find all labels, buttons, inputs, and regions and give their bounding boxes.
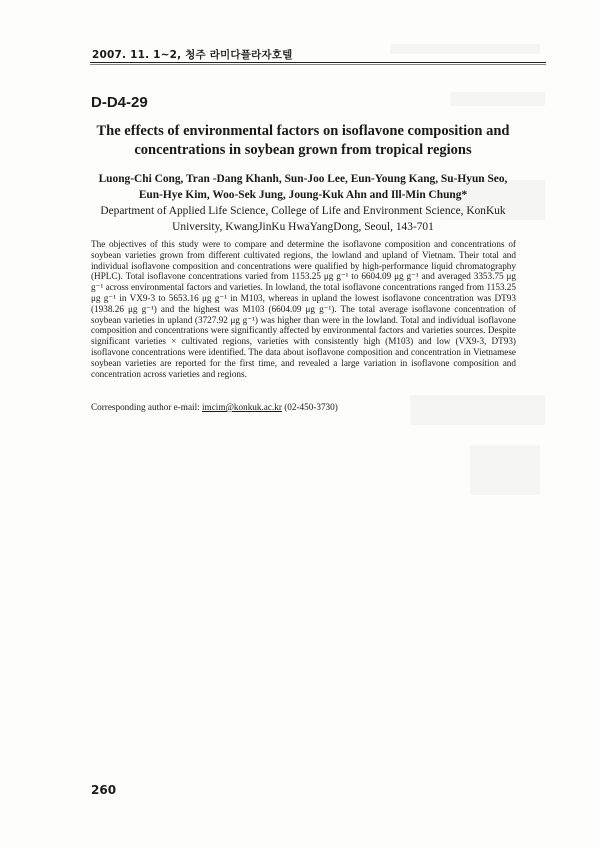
author-email-link[interactable]: imcim@konkuk.ac.kr <box>202 402 282 412</box>
paper-title: The effects of environmental factors on isoflavone composition and concentrations in soybean grown from tropical regions <box>96 123 510 158</box>
show-through-block-1 <box>390 44 540 54</box>
header-rule-thin <box>90 64 546 65</box>
abstract-body: The objectives of this study were to compare and determine the isoflavone composition and concentrations of soybean varieties grown from different cultivated regions, the lowland and upland of Vietnam. Their total and individual isoflavone composition and concentrations were qualified by high-performance liquid chromatography (HPLC). Total isoflavone concentrations varied from 1153.25 μg g⁻¹ to 6604.09 μg g⁻¹ and averaged 3353.75 μg g⁻¹ across environmental factors and varieties. In lowland, the total isoflavone concentrations ranged from 1153.25 μg g⁻¹ in VX9-3 to 5653.16 μg g⁻¹ in M103, whereas in upland the lowest isoflavone concentration was DT93 (1938.26 μg g⁻¹) and the highest was M103 (6604.09 μg g⁻¹). The total average isoflavone concentration of soybean varieties in upland (3727.92 μg g⁻¹) was higher than were in the lowland. Total and individual isoflavone composition and concentrations were significantly affected by environmental factors and varieties sources. Despite significant varieties × cultivated regions, varieties with consistently high (M103) and low (VX9-3, DT93) isoflavone concentrations were identified. The data about isoflavone composition and concentration in Vietnamese soybean varieties are reported for the first time, and revealed a large variation in isoflavone composition and concentration across varieties and regions. <box>91 239 516 379</box>
corresponding-label: Corresponding author e-mail: <box>91 402 200 412</box>
paper-authors: Luong-Chi Cong, Tran -Dang Khanh, Sun-Joo Lee, Eun-Young Kang, Su-Hyun Seo, Eun-Hye Kim, Woo-Sek Jung, Joung-Kuk Ahn and Ill-Min Chung* <box>98 173 508 201</box>
corresponding-author-line <box>91 402 516 413</box>
conference-header: 2007. 11. 1~2, 청주 라미다플라자호텔 <box>92 49 293 61</box>
show-through-block-5 <box>470 445 540 495</box>
header-rule <box>90 62 546 63</box>
show-through-block-2 <box>450 92 545 106</box>
page-number: 260 <box>91 783 117 797</box>
author-phone: (02-450-3730) <box>284 402 338 412</box>
paper-affiliation: Department of Applied Life Science, College of Life and Environment Science, KonKuk University, KwangJinKu HwaYangDong, Seoul, 143-701 <box>100 205 506 233</box>
paper-code: D-D4-29 <box>91 94 148 111</box>
